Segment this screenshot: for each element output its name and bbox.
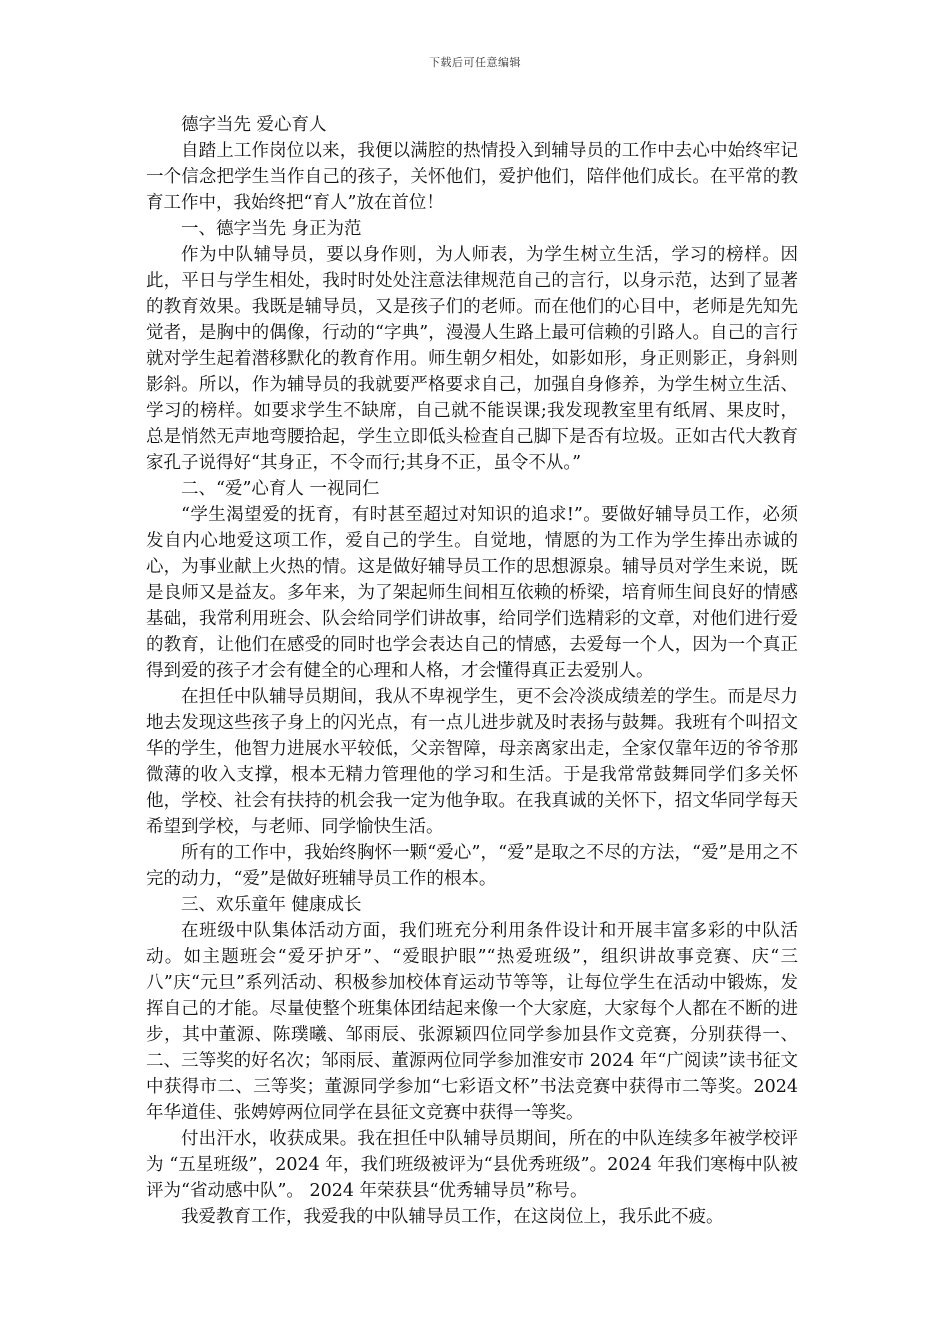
- paragraph: 付出汗水，收获成果。我在担任中队辅导员期间，所在的中队连续多年被学校评为 “五星班级”，2024 年，我们班级被评为“县优秀班级”。2024 年我们寒梅中队被评为“省动感中队”。 2024 年荣获县“优秀辅导员”称号。: [146, 1129, 798, 1201]
- document-body: [146, 112, 798, 1230]
- paragraph: 在班级中队集体活动方面，我们班充分利用条件设计和开展丰富多彩的中队活动。如主题班会“爱牙护牙”、“爱眼护眼”“热爱班级”，组织讲故事竞赛、庆“三八”庆“元旦”系列活动、积极参加校体育运动节等等，让每位学生在活动中锻炼，发挥自己的才能。尽量使整个班集体团结起来像一个大家庭，大家每个人都在不断的进步，其中董源、陈璞曦、邹雨辰、张源颖四位同学参加县作文竞赛，分别获得一、二、三等奖的好名次；邹雨辰、董源两位同学参加淮安市 2024 年“广阅读”读书征文中获得市二、三等奖；董源同学参加“七彩语文杯”书法竞赛中获得市二等奖。2024 年华道佳、张娉婷两位同学在县征文竞赛中获得一等奖。: [146, 921, 798, 1123]
- paragraph: 我爱教育工作，我爱我的中队辅导员工作，在这岗位上，我乐此不疲。: [181, 1207, 724, 1227]
- paragraph: 在担任中队辅导员期间，我从不卑视学生，更不会冷淡成绩差的学生。而是尽力地去发现这些孩子身上的闪光点，有一点儿进步就及时表扬与鼓舞。我班有个叫招文华的学生，他智力进展水平较低，父亲智障，母亲离家出走，全家仅靠年迈的爷爷那微薄的收入支撑，根本无精力管理他的学习和生活。于是我常常鼓舞同学们多关怀他，学校、社会有扶持的机会我一定为他争取。在我真诚的关怀下，招文华同学每天希望到学校，与老师、同学愉快生活。: [146, 687, 798, 837]
- paragraph: 自踏上工作岗位以来，我便以满腔的热情投入到辅导员的工作中去心中始终牢记一个信念把学生当作自己的孩子，关怀他们，爱护他们，陪伴他们成长。在平常的教育工作中，我始终把“育人”放在首位！: [146, 141, 798, 213]
- paragraph: 所有的工作中，我始终胸怀一颗“爱心”，“爱”是取之不尽的方法，“爱”是用之不完的动力，“爱”是做好班辅导员工作的根本。: [146, 843, 798, 889]
- section-heading: 三、欢乐童年 健康成长: [181, 895, 362, 915]
- paragraph: “学生渴望爱的抚育，有时甚至超过对知识的追求!”。要做好辅导员工作，必须发自内心地爱这项工作，爱自己的学生。自觉地，情愿的为工作为学生捧出赤诚的心，为事业献上火热的情。这是做好辅导员工作的思想源泉。辅导员对学生来说，既是良师又是益友。多年来，为了架起师生间相互依赖的桥梁，培育师生间良好的情感基础，我常利用班会、队会给同学们讲故事，给同学们选精彩的文章，对他们进行爱的教育，让他们在感受的同时也学会表达自己的情感，去爱每一个人，因为一个真正得到爱的孩子才会有健全的心理和人格，才会懂得真正去爱别人。: [146, 505, 798, 681]
- page-header-note: 下载后可任意编辑: [429, 56, 521, 69]
- paragraph: 作为中队辅导员，要以身作则，为人师表，为学生树立生活，学习的榜样。因此，平日与学生相处，我时时处处注意法律规范自己的言行，以身示范，达到了显著的教育效果。我既是辅导员，又是孩子们的老师。而在他们的心目中，老师是先知先觉者，是胸中的偶像，行动的“字典”，漫漫人生路上最可信赖的引路人。自己的言行就对学生起着潜移默化的教育作用。师生朝夕相处，如影如形，身正则影正，身斜则影斜。所以，作为辅导员的我就要严格要求自己，加强自身修养，为学生树立生活、学习的榜样。如要求学生不缺席，自己就不能误课;我发现教室里有纸屑、果皮时，总是悄然无声地弯腰拾起，学生立即低头检查自己脚下是否有垃圾。正如古代大教育家孔子说得好“其身正，不令而行;其身不正，虽令不从。”: [146, 245, 798, 473]
- section-heading: 二、“爱”心育人 一视同仁: [181, 479, 380, 499]
- document-title: 德字当先 爱心育人: [181, 115, 327, 135]
- section-heading: 一、德字当先 身正为范: [181, 219, 362, 239]
